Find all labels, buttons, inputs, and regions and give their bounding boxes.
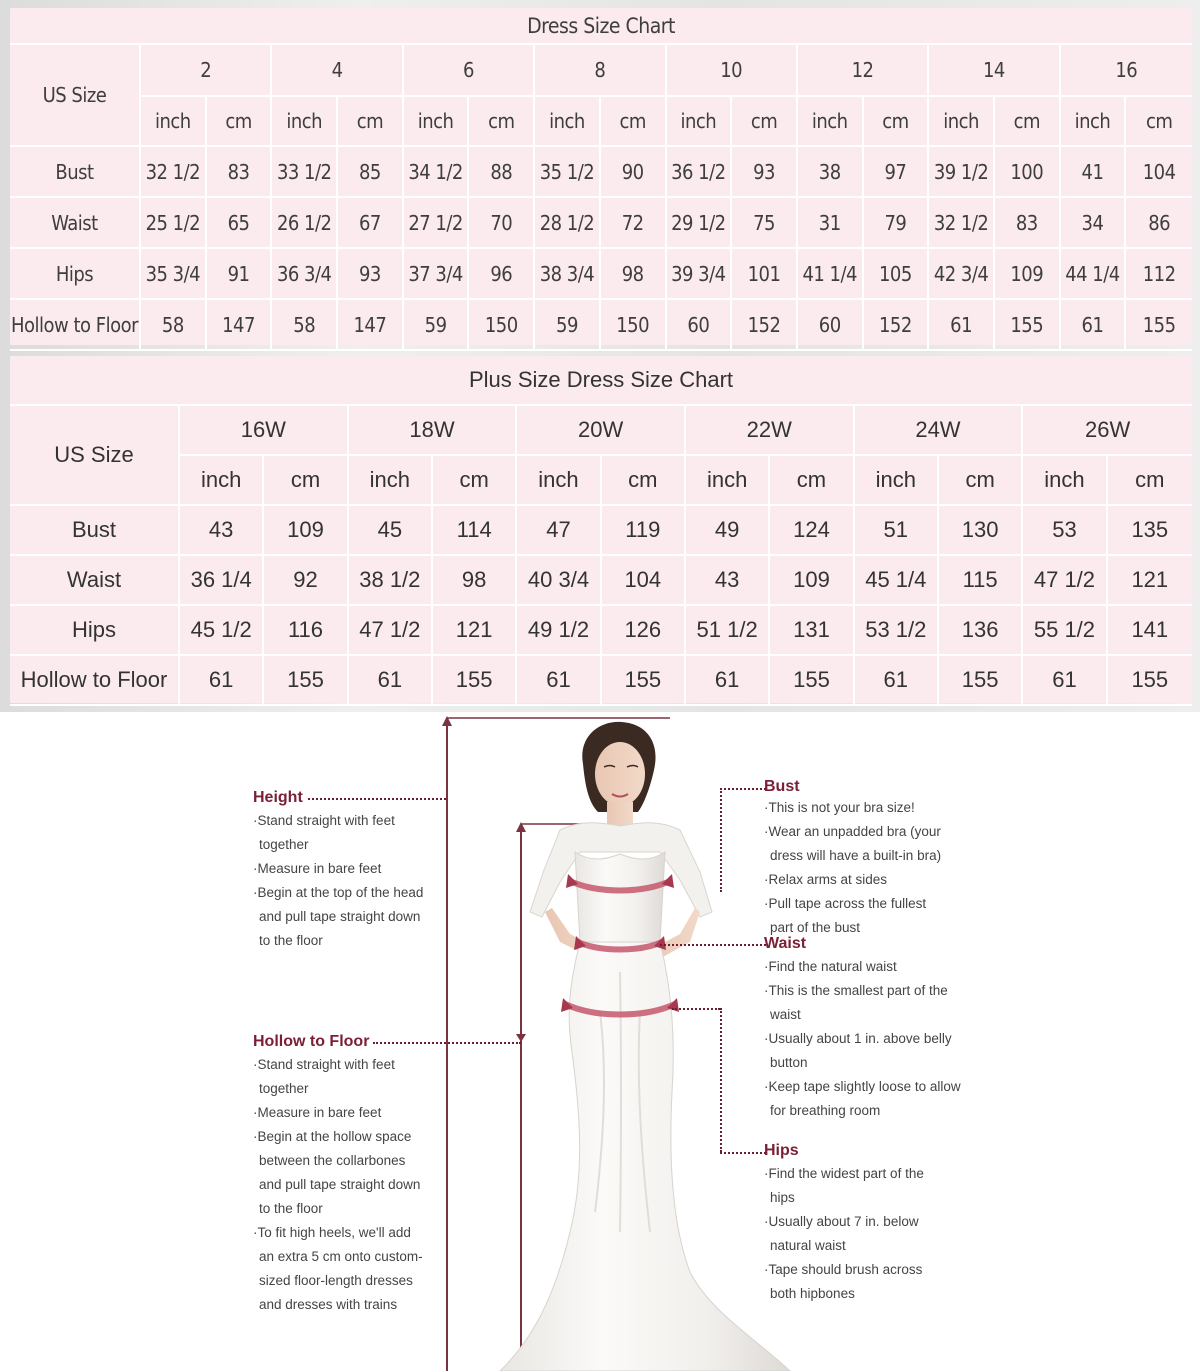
table-cell: 97 (864, 147, 930, 198)
table-cell: 155 (770, 656, 854, 706)
table-cell: 61 (1061, 300, 1127, 351)
guide-line: both hipbones (770, 1286, 855, 1301)
unit-inch-label: inch (141, 97, 207, 147)
guide-line: ·Relax arms at sides (764, 872, 888, 887)
table-cell: 131 (770, 606, 854, 656)
unit-cm-label: cm (264, 456, 348, 506)
table-cell: 58 (141, 300, 207, 351)
table-cell: 155 (264, 656, 348, 706)
table-cell: 35 1/2 (535, 147, 601, 198)
size-header: 6 (404, 45, 535, 97)
unit-cm-label: cm (939, 456, 1023, 506)
table-cell: 38 1/2 (349, 556, 433, 606)
chart-title: Plus Size Dress Size Chart (10, 356, 1192, 406)
table-cell: 79 (864, 198, 930, 249)
guide-line: sized floor-length dresses (259, 1273, 413, 1288)
table-cell: 96 (469, 249, 535, 300)
guide-line: ·Usually about 1 in. above belly (764, 1031, 952, 1046)
table-cell: 114 (433, 506, 517, 556)
unit-cm-label: cm (770, 456, 854, 506)
guide-line: ·Pull tape across the fullest (764, 896, 927, 911)
table-cell: 61 (929, 300, 995, 351)
table-cell: 61 (686, 656, 770, 706)
table-cell: 101 (732, 249, 798, 300)
table-cell: 150 (601, 300, 667, 351)
table-cell: 88 (469, 147, 535, 198)
table-cell: 100 (995, 147, 1061, 198)
table-cell: 26 1/2 (272, 198, 338, 249)
height-steps (253, 809, 423, 953)
table-cell: 45 1/2 (180, 606, 264, 656)
table-cell: 47 1/2 (349, 606, 433, 656)
table-cell: 61 (349, 656, 433, 706)
plus-size-chart (10, 356, 1192, 703)
plus-size-table (10, 356, 1192, 706)
unit-inch-label: inch (686, 456, 770, 506)
guide-line: ·Keep tape slightly loose to allow (764, 1079, 961, 1094)
guide-line: ·This is the smallest part of the (764, 983, 948, 998)
table-cell: 83 (207, 147, 273, 198)
table-cell: 60 (667, 300, 733, 351)
guide-line: to the floor (259, 933, 323, 948)
table-cell: 150 (469, 300, 535, 351)
dress-size-chart (10, 8, 1192, 345)
unit-inch-label: inch (517, 456, 601, 506)
size-header: 14 (929, 45, 1060, 97)
waist-instructions (764, 933, 961, 1123)
waist-title: Waist (764, 935, 807, 952)
guide-line: and dresses with trains (259, 1297, 398, 1312)
unit-inch-label: inch (180, 456, 264, 506)
table-cell: 35 3/4 (141, 249, 207, 300)
table-cell: 37 3/4 (404, 249, 470, 300)
unit-cm-label: cm (469, 97, 535, 147)
guide-line: ·Tape should brush across (764, 1262, 923, 1277)
guide-line: and pull tape straight down (259, 1177, 421, 1192)
table-cell: 155 (939, 656, 1023, 706)
bust-leader (720, 788, 766, 790)
table-cell: 45 1/4 (855, 556, 939, 606)
size-header: 2 (141, 45, 272, 97)
table-row (10, 506, 1192, 556)
table-cell: 49 (686, 506, 770, 556)
table-cell: 60 (798, 300, 864, 351)
table-cell: 92 (264, 556, 348, 606)
unit-cm-label: cm (602, 456, 686, 506)
height-instructions (253, 787, 423, 953)
table-cell: 155 (1108, 656, 1192, 706)
table-cell: 61 (180, 656, 264, 706)
row-label: Bust (10, 147, 141, 198)
dress-size-table (10, 8, 1192, 351)
measurement-guide (0, 712, 1200, 1371)
table-cell: 115 (939, 556, 1023, 606)
guide-line: waist (770, 1007, 801, 1022)
unit-cm-label: cm (1126, 97, 1192, 147)
table-cell: 130 (939, 506, 1023, 556)
table-cell: 29 1/2 (667, 198, 733, 249)
row-label: Hollow to Floor (10, 656, 180, 706)
guide-line: for breathing room (770, 1103, 881, 1118)
size-header: 16 (1061, 45, 1192, 97)
table-cell: 53 1/2 (855, 606, 939, 656)
table-cell: 47 (517, 506, 601, 556)
table-cell: 36 3/4 (272, 249, 338, 300)
table-cell: 34 (1061, 198, 1127, 249)
guide-line: ·Wear an unpadded bra (your (764, 824, 941, 839)
table-cell: 155 (995, 300, 1061, 351)
size-header: 20W (517, 406, 686, 456)
table-cell: 53 (1023, 506, 1107, 556)
table-cell: 49 1/2 (517, 606, 601, 656)
hips-steps (764, 1162, 924, 1306)
row-label: Waist (10, 556, 180, 606)
table-cell: 59 (404, 300, 470, 351)
guide-line: ·To fit high heels, we'll add (253, 1225, 411, 1240)
table-cell: 36 1/2 (667, 147, 733, 198)
table-cell: 121 (433, 606, 517, 656)
table-cell: 58 (272, 300, 338, 351)
table-cell: 152 (732, 300, 798, 351)
unit-inch-label: inch (667, 97, 733, 147)
table-cell: 119 (602, 506, 686, 556)
guide-line: ·Measure in bare feet (253, 1105, 382, 1120)
table-cell: 43 (686, 556, 770, 606)
table-cell: 45 (349, 506, 433, 556)
table-cell: 105 (864, 249, 930, 300)
size-header: 16W (180, 406, 349, 456)
table-cell: 85 (338, 147, 404, 198)
guide-line: ·Measure in bare feet (253, 861, 382, 876)
table-cell: 32 1/2 (141, 147, 207, 198)
table-cell: 70 (469, 198, 535, 249)
table-cell: 61 (855, 656, 939, 706)
bust-instructions (764, 776, 941, 940)
unit-cm-label: cm (207, 97, 273, 147)
bride-figure-illustration (0, 712, 1200, 1371)
table-row (10, 198, 1192, 249)
guide-line: ·Begin at the top of the head (253, 885, 424, 900)
table-cell: 155 (602, 656, 686, 706)
table-cell: 41 (1061, 147, 1127, 198)
row-label: Hips (10, 606, 180, 656)
guide-line: ·Usually about 7 in. below (764, 1214, 919, 1229)
guide-line: button (770, 1055, 808, 1070)
table-cell: 39 1/2 (929, 147, 995, 198)
hollow-title: Hollow to Floor (253, 1033, 370, 1050)
unit-inch-label: inch (929, 97, 995, 147)
table-cell: 98 (601, 249, 667, 300)
chart-title: Dress Size Chart (10, 8, 1192, 45)
unit-cm-label: cm (1108, 456, 1192, 506)
mermaid-skirt (500, 942, 790, 1371)
unit-inch-label: inch (1061, 97, 1127, 147)
table-cell: 59 (535, 300, 601, 351)
table-cell: 121 (1108, 556, 1192, 606)
hips-instructions (764, 1140, 924, 1306)
hollow-instructions (253, 1031, 423, 1317)
table-cell: 83 (995, 198, 1061, 249)
waist-leader (660, 944, 766, 946)
table-cell: 43 (180, 506, 264, 556)
row-label: Hips (10, 249, 141, 300)
hips-leader (720, 1152, 766, 1154)
unit-inch-label: inch (855, 456, 939, 506)
guide-line: and pull tape straight down (259, 909, 421, 924)
table-cell: 147 (207, 300, 273, 351)
unit-cm-label: cm (338, 97, 404, 147)
guide-line: natural waist (770, 1238, 846, 1253)
guide-line: together (259, 1081, 309, 1096)
guide-line: between the collarbones (259, 1153, 406, 1168)
table-cell: 109 (995, 249, 1061, 300)
size-header: 26W (1023, 406, 1192, 456)
height-title: Height (253, 789, 303, 806)
guide-line: ·This is not your bra size! (764, 800, 915, 815)
table-cell: 51 1/2 (686, 606, 770, 656)
guide-line: dress will have a built-in bra) (770, 848, 942, 863)
guide-line: part of the bust (770, 920, 861, 935)
bodice (575, 852, 665, 956)
unit-cm-label: cm (601, 97, 667, 147)
unit-cm-label: cm (995, 97, 1061, 147)
hips-title: Hips (764, 1142, 799, 1159)
table-cell: 90 (601, 147, 667, 198)
unit-inch-label: inch (272, 97, 338, 147)
size-header: 4 (272, 45, 403, 97)
row-label: Waist (10, 198, 141, 249)
table-row (10, 300, 1192, 351)
guide-line: ·Find the widest part of the (764, 1166, 924, 1181)
guide-line: to the floor (259, 1201, 323, 1216)
table-cell: 155 (1126, 300, 1192, 351)
table-row (10, 556, 1192, 606)
table-row (10, 147, 1192, 198)
table-cell: 124 (770, 506, 854, 556)
unit-inch-label: inch (404, 97, 470, 147)
size-header: 10 (667, 45, 798, 97)
table-cell: 136 (939, 606, 1023, 656)
table-cell: 61 (517, 656, 601, 706)
table-cell: 27 1/2 (404, 198, 470, 249)
bust-leader-vertical (720, 788, 722, 892)
table-cell: 44 1/4 (1061, 249, 1127, 300)
table-cell: 31 (798, 198, 864, 249)
unit-inch-label: inch (1023, 456, 1107, 506)
table-cell: 104 (1126, 147, 1192, 198)
table-cell: 147 (338, 300, 404, 351)
unit-cm-label: cm (433, 456, 517, 506)
unit-cm-label: cm (864, 97, 930, 147)
table-cell: 86 (1126, 198, 1192, 249)
table-cell: 38 (798, 147, 864, 198)
table-cell: 91 (207, 249, 273, 300)
size-header: 24W (855, 406, 1024, 456)
table-cell: 41 1/4 (798, 249, 864, 300)
table-row (10, 249, 1192, 300)
guide-line: ·Stand straight with feet (253, 1057, 395, 1072)
table-cell: 93 (732, 147, 798, 198)
table-cell: 34 1/2 (404, 147, 470, 198)
table-cell: 40 3/4 (517, 556, 601, 606)
table-cell: 109 (770, 556, 854, 606)
table-cell: 32 1/2 (929, 198, 995, 249)
row-label: Bust (10, 506, 180, 556)
table-cell: 47 1/2 (1023, 556, 1107, 606)
guide-line: ·Find the natural waist (764, 959, 897, 974)
table-cell: 75 (732, 198, 798, 249)
table-cell: 126 (602, 606, 686, 656)
hips-leader-top (672, 1008, 720, 1010)
table-cell: 93 (338, 249, 404, 300)
size-header: 22W (686, 406, 855, 456)
table-cell: 109 (264, 506, 348, 556)
guide-line: ·Begin at the hollow space (253, 1129, 412, 1144)
hollow-steps (253, 1053, 423, 1317)
us-size-header: US Size (10, 406, 180, 506)
size-header: 18W (349, 406, 518, 456)
table-row (10, 656, 1192, 706)
table-cell: 28 1/2 (535, 198, 601, 249)
table-cell: 135 (1108, 506, 1192, 556)
bust-steps (764, 796, 941, 940)
unit-cm-label: cm (732, 97, 798, 147)
table-cell: 65 (207, 198, 273, 249)
table-cell: 98 (433, 556, 517, 606)
table-cell: 39 3/4 (667, 249, 733, 300)
table-cell: 42 3/4 (929, 249, 995, 300)
waist-steps (764, 955, 961, 1123)
unit-inch-label: inch (349, 456, 433, 506)
table-cell: 155 (433, 656, 517, 706)
row-label: Hollow to Floor (10, 300, 141, 351)
table-cell: 67 (338, 198, 404, 249)
table-row (10, 606, 1192, 656)
table-cell: 61 (1023, 656, 1107, 706)
unit-inch-label: inch (535, 97, 601, 147)
hips-leader-vertical (720, 1008, 722, 1152)
unit-inch-label: inch (798, 97, 864, 147)
table-cell: 55 1/2 (1023, 606, 1107, 656)
table-cell: 36 1/4 (180, 556, 264, 606)
guide-line: an extra 5 cm onto custom- (259, 1249, 423, 1264)
table-cell: 72 (601, 198, 667, 249)
bust-title: Bust (764, 778, 800, 795)
size-header: 8 (535, 45, 666, 97)
table-cell: 38 3/4 (535, 249, 601, 300)
table-cell: 25 1/2 (141, 198, 207, 249)
guide-line: hips (770, 1190, 795, 1205)
table-cell: 33 1/2 (272, 147, 338, 198)
table-cell: 104 (602, 556, 686, 606)
table-cell: 116 (264, 606, 348, 656)
table-cell: 112 (1126, 249, 1192, 300)
table-cell: 141 (1108, 606, 1192, 656)
size-header: 12 (798, 45, 929, 97)
table-cell: 51 (855, 506, 939, 556)
us-size-header: US Size (10, 45, 141, 147)
table-cell: 152 (864, 300, 930, 351)
guide-line: together (259, 837, 309, 852)
guide-line: ·Stand straight with feet (253, 813, 395, 828)
